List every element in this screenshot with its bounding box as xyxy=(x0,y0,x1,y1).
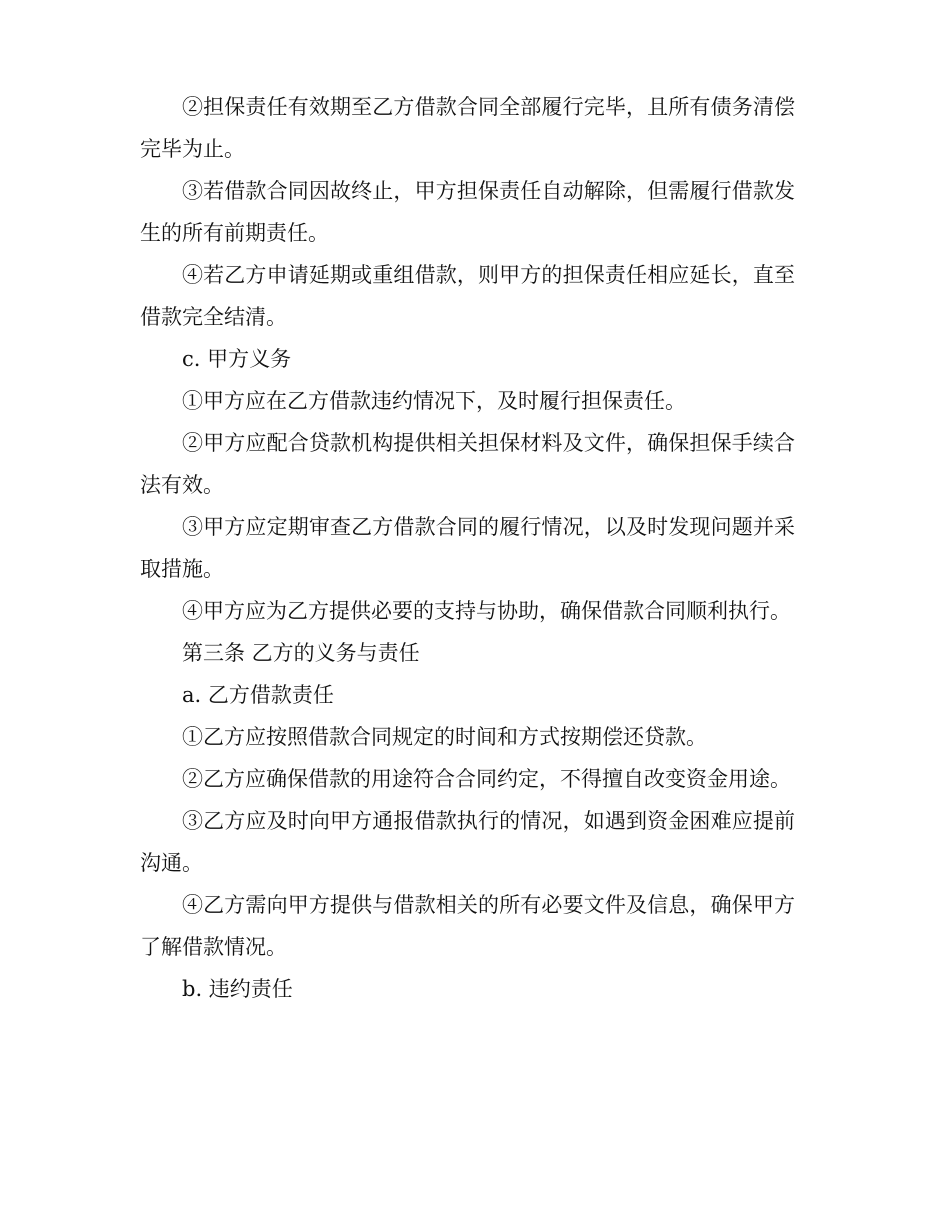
subheading-party-a-obligations: c. 甲方义务 xyxy=(182,347,292,371)
paragraph-guarantee-validity: ②担保责任有效期至乙方借款合同全部履行完毕，且所有债务清偿完毕为止。 xyxy=(140,95,795,161)
paragraph-extension-restructure: ④若乙方申请延期或重组借款，则甲方的担保责任相应延长，直至借款完全结清。 xyxy=(140,263,795,329)
article-three-heading: 第三条 乙方的义务与责任 xyxy=(182,641,420,665)
subheading-breach-liability: b. 违约责任 xyxy=(182,977,293,1001)
paragraph-a-obligation-2: ②甲方应配合贷款机构提供相关担保材料及文件，确保担保手续合法有效。 xyxy=(140,431,795,497)
paragraph-a-obligation-3: ③甲方应定期审查乙方借款合同的履行情况，以及时发现问题并采取措施。 xyxy=(140,515,795,581)
paragraph-b-duty-4: ④乙方需向甲方提供与借款相关的所有必要文件及信息，确保甲方了解借款情况。 xyxy=(140,893,795,959)
subheading-party-b-borrowing: a. 乙方借款责任 xyxy=(182,683,334,707)
paragraph-b-duty-1: ①乙方应按照借款合同规定的时间和方式按期偿还贷款。 xyxy=(182,725,707,749)
paragraph-b-duty-3: ③乙方应及时向甲方通报借款执行的情况，如遇到资金困难应提前沟通。 xyxy=(140,809,795,875)
paragraph-b-duty-2: ②乙方应确保借款的用途符合合同约定，不得擅自改变资金用途。 xyxy=(182,767,791,791)
paragraph-a-obligation-4: ④甲方应为乙方提供必要的支持与协助，确保借款合同顺利执行。 xyxy=(182,599,791,623)
paragraph-contract-termination: ③若借款合同因故终止，甲方担保责任自动解除，但需履行借款发生的所有前期责任。 xyxy=(140,179,795,245)
document-body xyxy=(140,86,795,1010)
paragraph-a-obligation-1: ①甲方应在乙方借款违约情况下，及时履行担保责任。 xyxy=(182,389,686,413)
